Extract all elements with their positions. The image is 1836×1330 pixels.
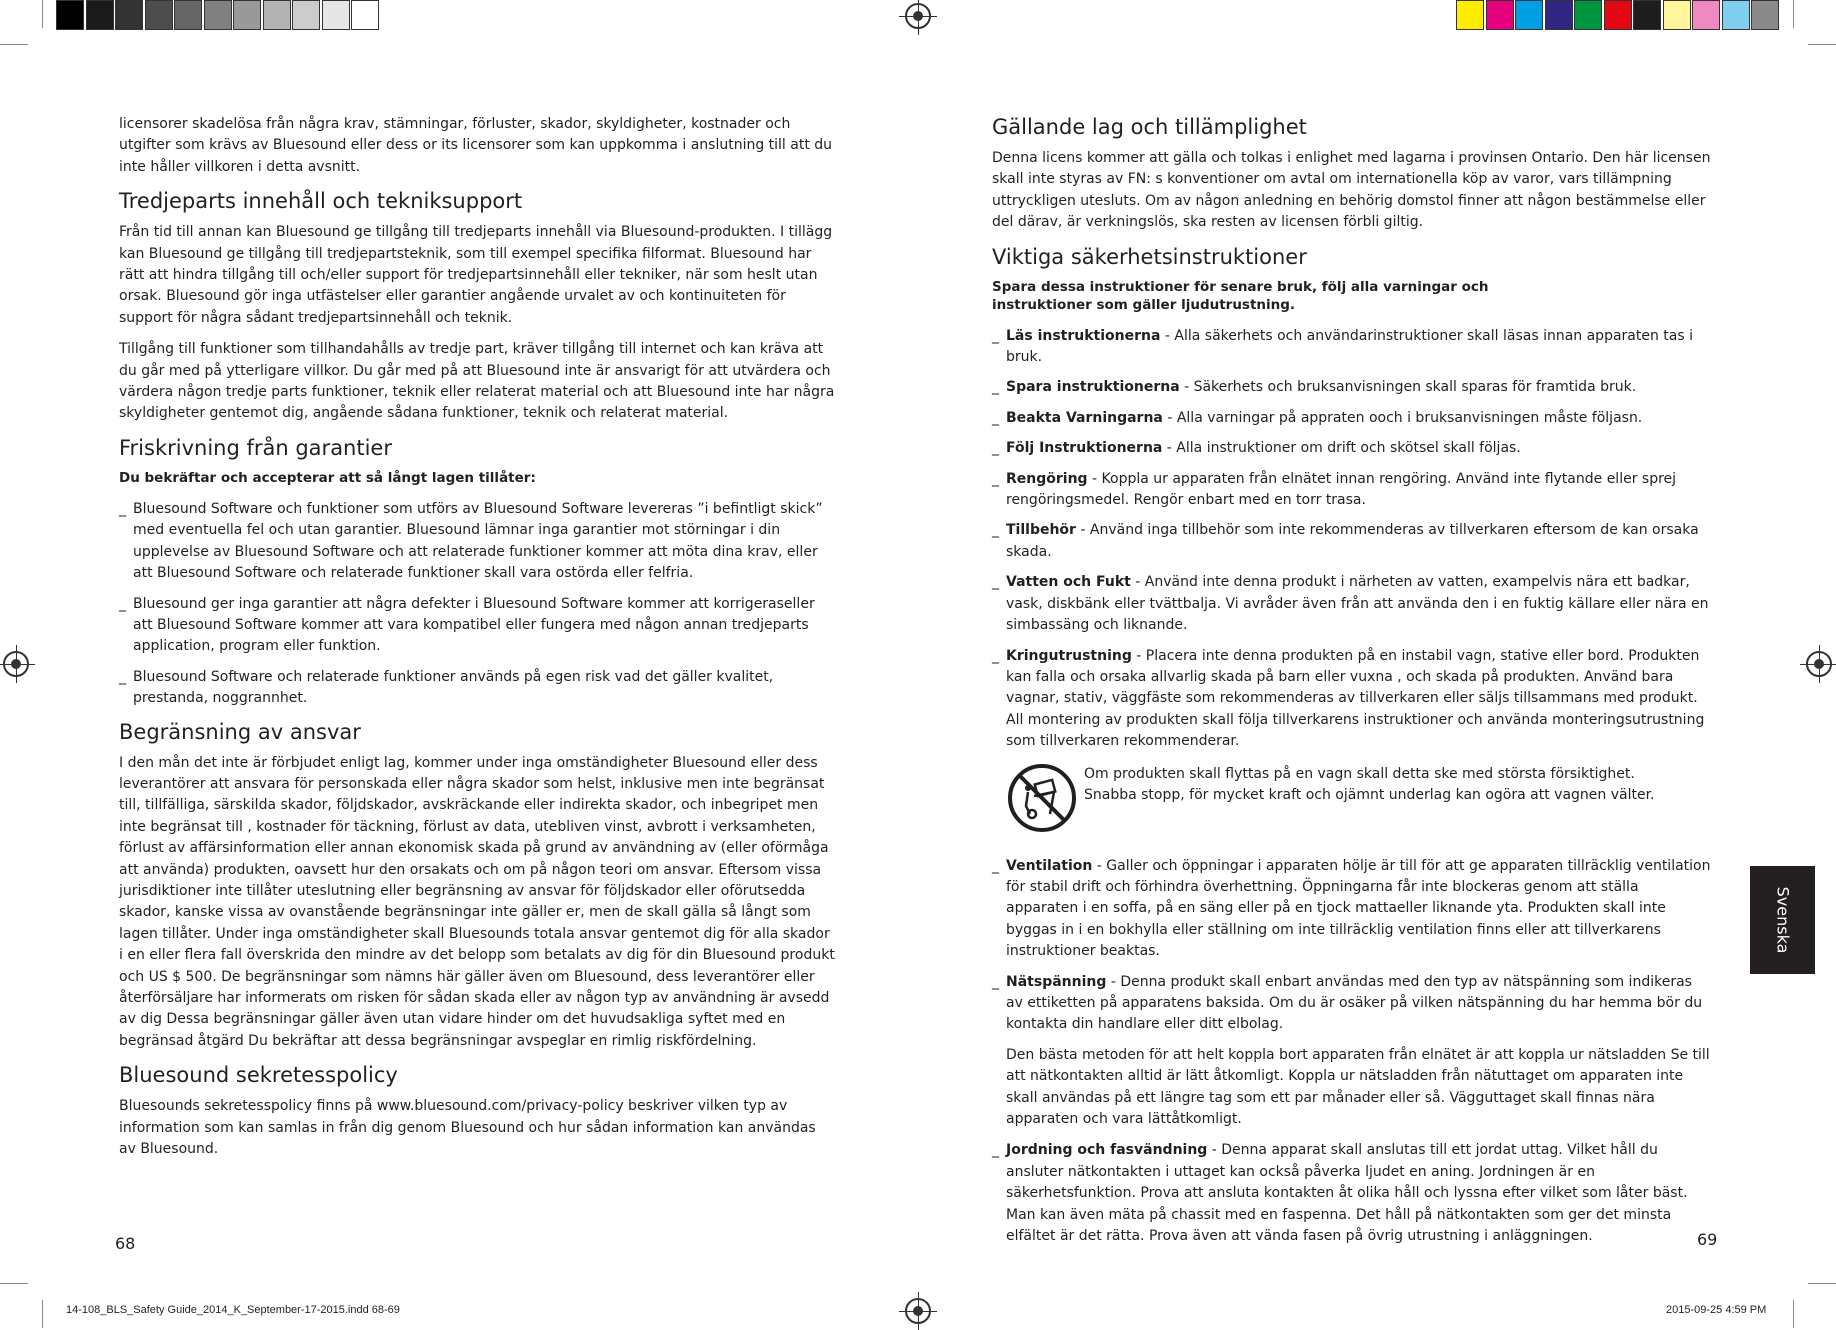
slug-date: 2015-09-25 4:59 PM	[1666, 1304, 1767, 1316]
grayscale-calibration-bar	[56, 0, 380, 30]
list-item-term: Rengöring	[1006, 470, 1088, 487]
list-item-text: - Använd inte denna produkt i närheten av vatten, exampelvis nära ett badkar, vask, diskbänk eller tvättbalja. Vi avråder även från att använda den i en fuktig källare eller nära en simbassäng och liknande.	[1006, 574, 1709, 634]
crop-mark	[0, 1283, 28, 1284]
paragraph: Tillgång till funktioner som tillhandahålls av tredje part, kräver tillgång till internet och kan kräva att du går med på ytterligare villkor. Du går med på att Bluesound inte är ansvarigt för att utvärdera och värdera någon tredje parts funktioner, teknik eller relaterat material och att Bluesound inte har några skyldigheter gentemot dig, angående sådana funktioner, teknik och relaterat material.	[119, 341, 835, 422]
color-swatch	[1751, 0, 1779, 30]
list-item-text: - Alla varningar på appraten ooch i bruksanvisningen måste följasn.	[1162, 409, 1643, 426]
list-item-term: Läs instruktionerna	[1006, 327, 1161, 344]
gray-swatch	[233, 0, 261, 30]
paragraph: Bluesounds sekretesspolicy finns på www.bluesound.com/privacy-policy beskriver vilken typ av information som kan samlas in från dig genom Bluesound och hur sådan information kan användas av Bluesound.	[119, 1098, 816, 1158]
list-item: _ Bluesound Software och funktioner som utförs av Bluesound Software levereras ”i befintligt skick” med eventuella fel och utan garantier. Bluesound lämnar inga garantier mot störningar i din upplevelse av Bluesound Software och att relaterade funktioner kommer att möta dina krav, eller att Bluesound Software och relaterade funktioner skall vara ostörda eller felfria.	[119, 499, 837, 585]
warranty-list	[119, 499, 837, 710]
list-item	[992, 572, 1712, 636]
list-item-term: Beakta Varningarna	[1006, 409, 1163, 426]
section-heading-safety: Viktiga säkerhetsinstruktioner	[992, 244, 1307, 269]
list-item-term: Kringutrustning	[1006, 647, 1132, 664]
list-item	[992, 377, 1712, 398]
gray-swatch	[204, 0, 232, 30]
language-tab	[1750, 866, 1815, 974]
registration-mark-icon	[905, 1298, 931, 1324]
list-item-term: Vatten och Fukt	[1006, 574, 1131, 591]
color-swatch	[1574, 0, 1602, 30]
list-item-term: Följ Instruktionerna	[1006, 440, 1163, 457]
cart-warning-text: Om produkten skall flyttas på en vagn skall detta ske med största försiktighet. Snabba stopp, för mycket kraft och ojämnt underlag kan ogöra att vagnen välter.	[1084, 765, 1655, 803]
color-swatch	[1692, 0, 1720, 30]
paragraph: I den mån det inte är förbjudet enligt lag, kommer under inga omständigheter Bluesound eller dess leverantörer att ansvara för personskada eller några skador som helst, inklusive men inte begränsat till, tillfälliga, särskilda skador, följdskador, avskräckande eller indirekta skador, och inbegripet men inte begränsat till , kostnader för täckning, förlust av data, utebliven vinst, avbrott i verksamheten, förlust av affärsinformation eller annan ekonomisk skada på grund av användning av (eller oförmåga att använda) produkten, oavsett hur den orsakats och om på någon teori om ansvar. Eftersom vissa jurisdiktioner inte tillåter uteslutning eller begränsning av ansvar för följdskador eller oförutsedda skador, kanske vissa av ovanstående begränsningar inte gäller er, men de skall gälla så långt som lagen tillåter. Under inga omständigheter skall Bluesounds totala ansvar gentemot dig för alla skador i en eller flera fall överskrida den mindre av det belopp som betalats av dig för din Bluesound produkt och US $ 500. De begränsningar som nämns här gäller även om Bluesound, dess leverantörer eller återförsäljare har informerats om risken för sådan skada eller av någon typ av användning är avsedd av dig Dessa begränsningar gäller även utan vidare hinder om det huvudsakliga syftet med en begränsad åtgärd Du bekräftar att dessa begränsningar avspeglar en rimlig riskfördelning.	[119, 754, 835, 1049]
crop-mark	[0, 44, 28, 45]
crop-mark	[1808, 1283, 1836, 1284]
safety-list	[992, 326, 1712, 753]
list-item-text: - Koppla ur apparaten från elnätet innan rengöring. Använd inte flytande eller sprej rengöringsmedel. Rengör enbart med en torr trasa.	[1006, 470, 1677, 509]
section-heading-liability: Begränsning av ansvar	[119, 719, 361, 744]
intro-paragraph: licensorer skadelösa från några krav, stämningar, förluster, skador, skyldigheter, kostnader och utgifter som krävs av Bluesound eller dess or its licensorer som kan uppkomma i anslutning till att du inte håller villkoren i detta avsnitt.	[119, 116, 833, 175]
slug-file-name: 14-108_BLS_Safety Guide_2014_K_September-17-2015.indd 68-69	[66, 1304, 400, 1316]
list-item	[992, 646, 1712, 753]
gray-swatch	[56, 0, 84, 30]
color-swatch	[1604, 0, 1632, 30]
list-item	[992, 856, 1712, 963]
list-item	[992, 1140, 1712, 1247]
list-item	[992, 408, 1712, 429]
color-swatch	[1663, 0, 1691, 30]
list-item-text: - Denna produkt skall enbart användas med den typ av nätspänning som indikeras av ettiketten på apparatens baksida. Om du är osäker på vilken nätspänning du har hemma bör du kontakta din handlare eller ditt elbolag.	[1006, 973, 1703, 1033]
gray-swatch	[174, 0, 202, 30]
gray-swatch	[322, 0, 350, 30]
color-calibration-bar	[1456, 0, 1780, 30]
crop-mark	[42, 1300, 43, 1328]
gray-swatch	[292, 0, 320, 30]
list-item-text: - Alla instruktioner om drift och skötsel skall följas.	[1162, 440, 1521, 457]
list-item	[992, 520, 1712, 563]
list-item-term: Tillbehör	[1006, 522, 1076, 539]
list-item	[992, 972, 1712, 1036]
crop-mark	[1793, 0, 1794, 28]
registration-mark-icon	[905, 3, 931, 29]
crop-mark	[42, 0, 43, 28]
section-heading-privacy: Bluesound sekretesspolicy	[119, 1063, 398, 1088]
gray-swatch	[351, 0, 379, 30]
page-number-left: 68	[115, 1234, 136, 1253]
paragraph: Den bästa metoden för att helt koppla bort apparaten från elnätet är att koppla ur nätsladden Se till att nätkontakten alltid är lätt åtkomligt. Koppla ur nätsladden från nätuttaget om apparaten inte skall användas på ett längre tag som ett par månader eller så. Vägguttaget skall finnas nära apparaten och vara lättåtkomligt.	[1006, 1046, 1710, 1127]
color-swatch	[1722, 0, 1750, 30]
registration-mark-icon	[1806, 651, 1832, 677]
list-item-text: - Alla säkerhets och användarinstruktioner skall läsas innan apparaten tas i bruk.	[1006, 327, 1693, 366]
gray-swatch	[86, 0, 114, 30]
gray-swatch	[263, 0, 291, 30]
paragraph: Denna licens kommer att gälla och tolkas i enlighet med lagarna i provinsen Ontario. Den här licensen skall inte styras av FN: s konventioner om avtal om internationella köp av varor, vars tillämpning uttryckligen utesluts. Om av någon anledning en behörig domstol finner att någon bestämmelse eller del därav, är verkningslös, ska resten av licensen förbli giltig.	[992, 150, 1711, 231]
list-item: _ Bluesound Software och relaterade funktioner används på egen risk vad det gäller kvalitet, prestanda, noggrannhet.	[119, 667, 837, 710]
crop-mark	[1793, 1300, 1794, 1328]
paragraph: Från tid till annan kan Bluesound ge tillgång till tredjeparts innehåll via Bluesound-produkten. I tillägg kan Bluesound ge tillgång till tredjepartsteknik, som till exempel specifika filformat. Bluesound har rätt att hindra tillgång till och/eller support för tredjepartsinnehåll eller tekniker, när som heslt utan orsak. Bluesound gör inga utfästelser eller garantier angående urvalet av och kontinuiteten för support för några sådant tredjepartsinnehåll och teknik.	[119, 224, 833, 326]
section-heading-third-party: Tredjeparts innehåll och tekniksupport	[119, 189, 523, 214]
right-page-column	[992, 114, 1712, 1256]
page-number-right: 69	[1697, 1230, 1718, 1249]
section-heading-warranty: Friskrivning från garantier	[119, 435, 392, 460]
crop-mark	[1808, 44, 1836, 45]
subheading: Spara dessa instruktioner för senare bruk, följ alla varningar och instruktioner som gäller ljudutrustning.	[992, 278, 1489, 313]
list-item-term: Spara instruktionerna	[1006, 379, 1180, 396]
list-item-text: - Galler och öppningar i apparaten hölje är till för att ge apparaten tillräcklig ventilation för stabil drift och förhindra överhettning. Öppningarna får inte blockeras genom att ställa apparaten i en soffa, på en säng eller på en tjock mattaeller liknande yta. Produkten skall inte byggas in i en bokhylla eller ställning om inte tillräcklig ventilation finns eller att tillverkarens instruktioner beaktas.	[1006, 857, 1711, 960]
color-swatch	[1515, 0, 1543, 30]
list-item-term: Nätspänning	[1006, 973, 1107, 990]
gray-swatch	[145, 0, 173, 30]
safety-list-2	[992, 856, 1712, 1036]
gray-swatch	[115, 0, 143, 30]
list-item	[992, 469, 1712, 512]
color-swatch	[1545, 0, 1573, 30]
list-item-term: Jordning och fasvändning	[1006, 1142, 1208, 1159]
section-heading-law: Gällande lag och tillämplighet	[992, 115, 1307, 139]
list-item-text: - Denna apparat skall anslutas till ett jordat uttag. Vilket håll du ansluter nätkontakten i uttaget kan också påverka ljudet en aning. Jordningen är en säkerhetsfunktion. Prova att ansluta kontakten åt olika håll och lyssna efter vilket som låter bäst. Man kan även mäta på chassit med en faspenna. Det håll på nätkontakten som ger det minsta elfältet är det rätta. Prova även att vända fasen på övrig utrustning i anläggningen.	[1006, 1142, 1688, 1245]
list-item-text: - Säkerhets och bruksanvisningen skall sparas för framtida bruk.	[1179, 379, 1637, 396]
color-swatch	[1633, 0, 1661, 30]
list-item-text: - Använd inga tillbehör som inte rekommenderas av tillverkaren eftersom de kan orsaka skada.	[1006, 522, 1699, 560]
list-item-term: Ventilation	[1006, 857, 1093, 874]
subheading: Du bekräftar och accepterar att så långt lagen tillåter:	[119, 469, 536, 486]
color-swatch	[1486, 0, 1514, 30]
list-item	[992, 438, 1712, 459]
safety-list-3	[992, 1140, 1712, 1247]
color-swatch	[1456, 0, 1484, 30]
left-page-column	[119, 114, 837, 1170]
list-item	[992, 326, 1712, 369]
list-item-text: - Placera inte denna produkten på en instabil vagn, stative eller bord. Produkten kan falla och orsaka allvarlig skada på barn eller vuxna , och skada på produkten. Använd bara vagnar, stativ, väggfäste som rekommenderas av tillverkaren eller säljs tillsammans med produkt. All montering av produkten skall följa tillverkarens instruktioner och använda monteringsutrustning som tillverkaren rekommenderar.	[1006, 647, 1705, 750]
list-item: _ Bluesound ger inga garantier att några defekter i Bluesound Software kommer att korrigeraseller att Bluesound Software kommer att vara kompatibel eller fungera med någon annan tredjeparts application, program eller funktion.	[119, 594, 837, 658]
cart-tip-over-warning-icon	[1006, 762, 1078, 834]
cart-warning	[992, 762, 1712, 834]
language-tab-label: Svenska	[1773, 886, 1792, 954]
registration-mark-icon	[3, 651, 29, 677]
